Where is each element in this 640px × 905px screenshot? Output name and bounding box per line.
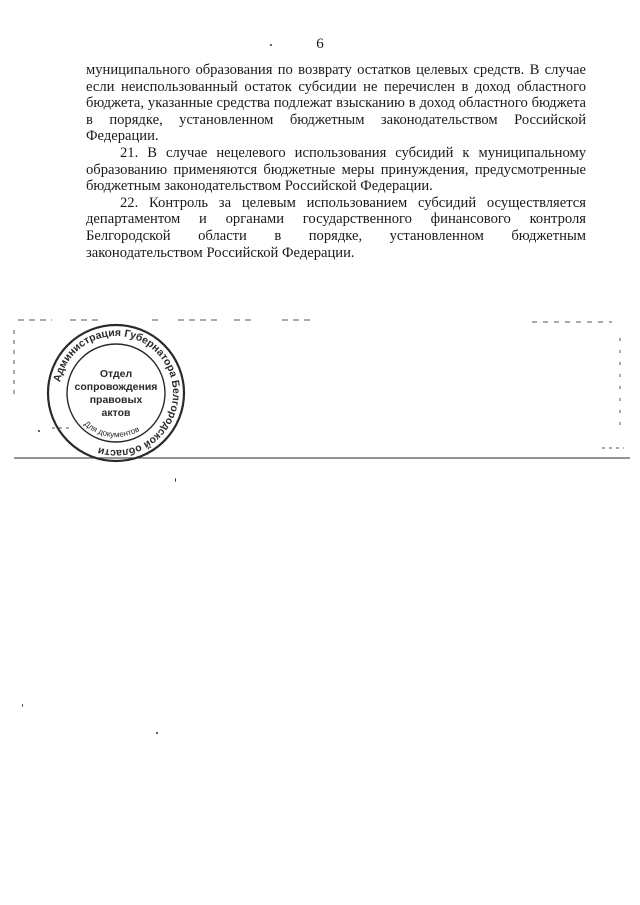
- paragraph-21: 21. В случае нецелевого использования субсидий к муниципальному образованию применяются бюджетные меры принуждения, предусмотренные бюджетным законодательством Российской Федерации.: [86, 144, 586, 195]
- seal-outer-text: Администрация Губернатора Белгородской области: [51, 326, 183, 460]
- seal-line-1: Отдел: [99, 368, 133, 380]
- document-body: [86, 62, 586, 261]
- scan-speck: [38, 430, 40, 432]
- scan-speck: [175, 478, 176, 482]
- seal-line-3: правовых: [89, 394, 143, 406]
- official-seal: [45, 322, 187, 464]
- paragraph-22: 22. Контроль за целевым использованием субсидий осуществляется департаментом и органами государственного финансового контроля Белгородской области в порядке, установленном бюджетным законодательством Российской Федерации.: [86, 194, 586, 261]
- paragraph-continuation: муниципального образования по возврату остатков целевых средств. В случае если неиспользованный остаток субсидии не перечислен в доход областного бюджета, указанные средства подлежат взысканию в доход областного бюджета в порядке, установленном бюджетным законодательством Российской Федерации.: [86, 62, 586, 145]
- seal-bottom-text: Для документов: [82, 419, 141, 440]
- scan-speck: [270, 44, 272, 46]
- seal-line-4: актов: [101, 407, 131, 419]
- scan-speck: [22, 704, 23, 707]
- seal-line-2: сопровождения: [74, 381, 158, 393]
- scan-speck: [156, 732, 158, 734]
- page-number: 6: [316, 36, 324, 52]
